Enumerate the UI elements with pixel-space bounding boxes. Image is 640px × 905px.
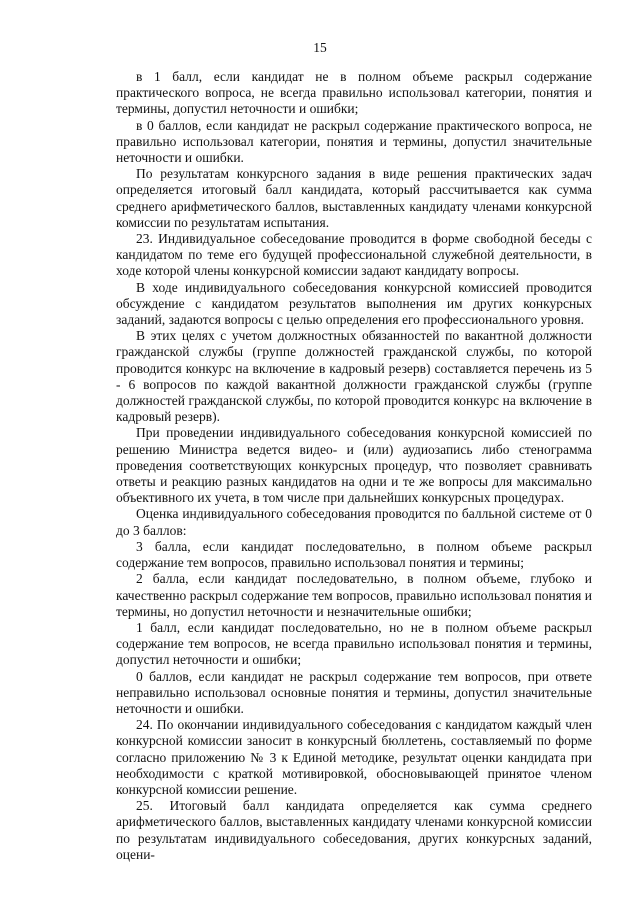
paragraph-10: 2 балла, если кандидат последовательно, в полном объеме, глубоко и качественно раскрыл содержание тем вопросов, правильно использовал понятия и термины, но допустил неточности и незначительные ошибки; xyxy=(116,571,592,619)
paragraph-8: Оценка индивидуального собеседования проводится по балльной системе от 0 до 3 баллов: xyxy=(116,506,592,538)
paragraph-7: При проведении индивидуального собеседования конкурсной комиссией по решению Министра ведется видео- и (или) аудиозапись либо стенограмма проведения соответствующих конкурсных процедур, что позволяет сравнивать ответы и реакцию разных кандидатов на одни и те же вопросы для максимально объективного их учета, в том числе при дальнейших конкурсных процедурах. xyxy=(116,425,592,506)
page-body xyxy=(116,69,592,863)
paragraph-5: В ходе индивидуального собеседования конкурсной комиссией проводится обсуждение с кандидатом результатов выполнения им других конкурсных заданий, задаются вопросы с целью определения его профессионального уровня. xyxy=(116,279,592,328)
paragraph-2: в 0 баллов, если кандидат не раскрыл содержание практического вопроса, не правильно использовал категории, понятия и термины, допустил значительные неточности и ошибки. xyxy=(116,117,592,166)
paragraph-11: 1 балл, если кандидат последовательно, но не в полном объеме раскрыл содержание тем вопросов, не всегда правильно использовал понятия и термины, допустил неточности и ошибки; xyxy=(116,619,592,668)
paragraph-12: 0 баллов, если кандидат не раскрыл содержание тем вопросов, при ответе неправильно использовал основные понятия и термины, допустил значительные неточности и ошибки. xyxy=(116,668,592,716)
paragraph-9: 3 балла, если кандидат последовательно, в полном объеме раскрыл содержание тем вопросов, правильно использовал понятия и термины; xyxy=(116,538,592,571)
paragraph-3: По результатам конкурсного задания в виде решения практических задач определяется итоговый балл кандидата, который рассчитывается как сумма среднего арифметического баллов, выставленных кандидату членами конкурсной комиссии по результатам испытания. xyxy=(116,166,592,230)
paragraph-6: В этих целях с учетом должностных обязанностей по вакантной должности гражданской службы (группе должностей гражданской службы, по которой проводится конкурс на включение в кадровый резерв) составляется перечень из 5 - 6 вопросов по каждой вакантной должности гражданской службы (группе должностей гражданской службы, по которой проводится конкурс на включение в кадровый резерв). xyxy=(116,328,592,425)
paragraph-13: 24. По окончании индивидуального собеседования с кандидатом каждый член конкурсной комиссии заносит в конкурсный бюллетень, составляемый по форме согласно приложению № 3 к Единой методике, результат оценки кандидата при необходимости с краткой мотивировкой, обосновывающей принятое членом конкурсной комиссии решение. xyxy=(116,717,592,797)
paragraph-1: в 1 балл, если кандидат не в полном объеме раскрыл содержание практического вопроса, не всегда правильно использовал категории, понятия и термины, допустил неточности и ошибки; xyxy=(116,69,592,117)
paragraph-4: 23. Индивидуальное собеседование проводится в форме свободной беседы с кандидатом по теме его будущей профессиональной служебной деятельности, в ходе которой члены конкурсной комиссии задают кандидату вопросы. xyxy=(116,231,592,279)
paragraph-14: 25. Итоговый балл кандидата определяется как сумма среднего арифметического баллов, выставленных кандидату членами конкурсной комиссии по результатам индивидуального собеседования, других конкурсных заданий, оцени- xyxy=(116,798,592,862)
page-number: 15 xyxy=(313,40,327,55)
